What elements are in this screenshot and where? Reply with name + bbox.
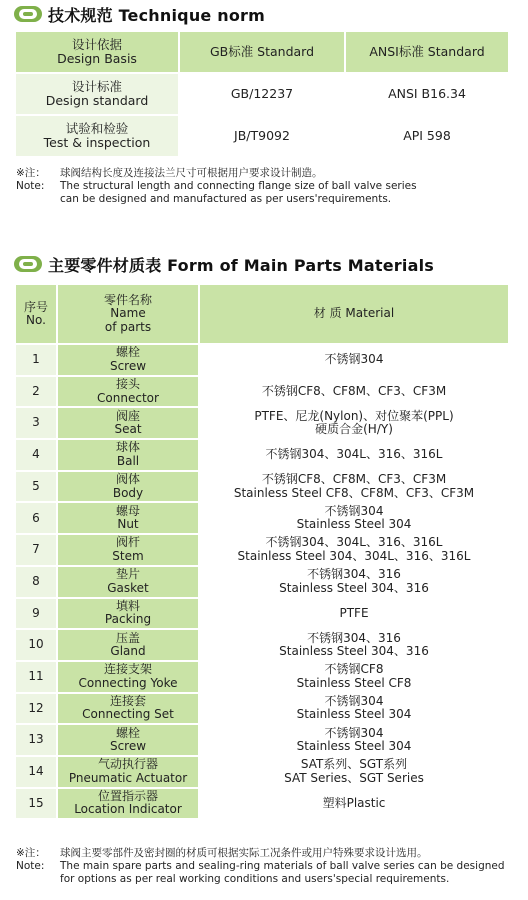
note-text-en-cont: can be designed and manufactured as per users'requirements. [60,193,392,205]
table-header-row [16,32,508,72]
brand-logo-icon [14,256,42,272]
material-line-2: Stainless Steel CF8、CF8M、CF3、CF3M [233,485,475,500]
material-header: 材 质 Material [200,285,508,343]
technique-norm-table [14,30,510,158]
design-basis-cell [16,32,178,72]
material-cell [200,757,508,787]
row-number: 4 [16,440,56,470]
material-line-2: Stainless Steel 304、316 [279,644,429,659]
row-number: 14 [16,757,56,787]
material-cell [200,725,508,755]
part-name-cell [58,630,198,660]
material-line-2: Stainless Steel 304、304L、316、316L [237,548,471,563]
table-row [16,472,508,502]
technique-norm-title: 技术规范 Technique norm [48,5,265,25]
materials-title: 主要零件材质表 Form of Main Parts Materials [48,255,434,275]
material-cell [200,599,508,629]
materials-table [14,283,510,820]
material-line: SAT系列、SGT系列 [300,757,408,772]
label-en: Design Basis [57,51,137,66]
row-number: 3 [16,408,56,438]
material-cell [200,440,508,470]
part-name-cn: 螺栓 [115,345,140,360]
part-name-cn: 阀座 [115,408,140,423]
material-line: 不锈钢304 [324,503,384,518]
label-cn: 设计依据 [71,37,122,52]
part-name-cell [58,345,198,375]
table-row [16,694,508,724]
ansi-value-cell: ANSI B16.34 [346,74,508,114]
no-header-en: No. [26,313,46,327]
part-name-cell [58,757,198,787]
material-line: PTFE [339,605,369,620]
part-name-en: Ball [116,453,140,468]
material-cell [200,345,508,375]
row-label-cell [16,74,178,114]
brand-logo-icon [14,6,42,22]
note-text-en: The main spare parts and sealing-ring materials of ball valve series can be designed [60,860,505,872]
part-name-cn: 螺栓 [115,725,140,740]
row-number: 6 [16,503,56,533]
note-label-en: Note: [16,180,45,192]
material-line-2: 硬质合金(H/Y) [315,422,393,437]
technique-norm-heading [14,3,265,25]
part-name-cn: 填料 [115,598,140,613]
row-number: 7 [16,535,56,565]
part-name-cn: 阀杆 [115,535,140,550]
name-header-cn: 零件名称 [103,292,152,307]
material-line: 不锈钢304、316 [307,567,401,582]
note-label-en: Note: [16,860,45,872]
material-line: PTFE、尼龙(Nylon)、对位聚苯(PPL) [254,408,454,423]
part-name-en: Connector [97,390,159,405]
note-text-en-cont: for options as per real working conditions and users'special requirements. [60,873,450,885]
material-line: 不锈钢304 [324,352,384,367]
part-name-en: Body [112,485,144,500]
part-name-en: Nut [117,517,139,532]
material-line: 不锈钢304、316 [307,630,401,645]
row-number: 5 [16,472,56,502]
technique-note [16,167,417,206]
part-name-en: Stem [112,548,144,563]
ansi-standard-header: ANSI标准 Standard [346,32,508,72]
note-text-cn: 球阀结构长度及连接法兰尺寸可根据用户要求设计制造。 [60,167,323,179]
part-name-en: Packing [104,612,152,627]
part-name-cell [58,440,198,470]
material-cell [200,662,508,692]
table-row [16,116,508,156]
part-name-cn: 接头 [115,377,140,392]
table-row [16,440,508,470]
table-row [16,662,508,692]
name-header-en: Name [110,306,146,321]
row-number: 12 [16,694,56,724]
part-name-en: Gasket [107,580,149,595]
part-name-cell [58,408,198,438]
part-name-en: Location Indicator [74,802,182,817]
part-name-cn: 球体 [115,440,140,455]
material-line-2: Stainless Steel CF8 [296,675,412,690]
table-header-row [16,285,508,343]
note-label-cn: ※注： [16,167,46,179]
part-name-en: Screw [109,739,147,754]
part-name-en: Screw [109,358,147,373]
material-cell [200,377,508,407]
materials-note [16,847,505,886]
gb-value-cell: GB/12237 [180,74,344,114]
part-name-en: Gland [110,644,146,659]
table-row [16,408,508,438]
material-cell [200,630,508,660]
label-cn: 设计标准 [71,79,122,94]
part-name-cn: 连接支架 [103,662,152,677]
row-label-cell [16,116,178,156]
note-text-en: The structural length and connecting flange size of ball valve series [60,180,417,192]
table-row [16,377,508,407]
part-name-en: Seat [114,422,142,437]
material-cell [200,408,508,438]
material-line-2: SAT Series、SGT Series [284,770,424,785]
label-en: Test & inspection [43,135,151,150]
material-line: 不锈钢CF8、CF8M、CF3、CF3M [261,383,447,398]
part-name-cell [58,503,198,533]
table-row [16,345,508,375]
row-number: 9 [16,599,56,629]
table-row [16,503,508,533]
material-line-2: Stainless Steel 304 [296,739,412,754]
material-cell [200,567,508,597]
part-name-cell [58,535,198,565]
material-line: 不锈钢304 [324,693,384,708]
row-number: 13 [16,725,56,755]
table-row [16,535,508,565]
part-name-cn: 螺母 [115,503,140,518]
material-line-2: Stainless Steel 304、316 [279,580,429,595]
row-number: 2 [16,377,56,407]
material-line-2: Stainless Steel 304 [296,707,412,722]
material-line: 不锈钢304 [324,725,384,740]
part-name-cn: 垫片 [115,567,140,582]
material-line: 不锈钢304、304L、316、316L [265,535,443,550]
materials-heading [14,253,434,275]
label-cn: 试验和检验 [65,121,129,136]
name-header-en-2: of parts [104,319,152,334]
material-line: 塑料Plastic [322,795,386,810]
table-row [16,599,508,629]
part-name-cn: 位置指示器 [97,788,158,803]
part-name-header [58,285,198,343]
part-name-cell [58,567,198,597]
ansi-value-cell: API 598 [346,116,508,156]
part-name-cn: 气动执行器 [97,757,158,772]
material-cell [200,503,508,533]
row-number: 1 [16,345,56,375]
part-name-en: Connecting Set [82,707,174,722]
row-number: 10 [16,630,56,660]
material-cell [200,472,508,502]
row-number: 8 [16,567,56,597]
table-row [16,630,508,660]
part-name-cell [58,789,198,819]
material-line-2: Stainless Steel 304 [296,517,412,532]
part-name-cell [58,662,198,692]
table-row [16,757,508,787]
gb-value-cell: JB/T9092 [180,116,344,156]
note-label-cn: ※注： [16,847,46,859]
material-cell [200,789,508,819]
no-header-cn: 序号 [23,299,48,314]
part-name-cn: 阀体 [115,472,140,487]
part-name-en: Pneumatic Actuator [68,770,188,785]
part-name-en: Connecting Yoke [78,675,178,690]
part-name-cell [58,599,198,629]
label-en: Design standard [45,93,149,108]
material-cell [200,694,508,724]
table-row [16,789,508,819]
note-text-cn: 球阀主要零部件及密封圈的材质可根据实际工况条件或用户特殊要求设计选用。 [60,847,428,859]
part-name-cell [58,472,198,502]
part-name-cell [58,725,198,755]
table-row [16,567,508,597]
part-name-cn: 连接套 [109,693,146,708]
material-cell [200,535,508,565]
part-name-cell [58,694,198,724]
row-number: 15 [16,789,56,819]
material-line: 不锈钢304、304L、316、316L [265,447,443,462]
no-header [16,285,56,343]
material-line: 不锈钢CF8 [324,662,384,677]
gb-standard-header: GB标准 Standard [180,32,344,72]
table-row [16,725,508,755]
part-name-cell [58,377,198,407]
part-name-cn: 压盖 [115,630,140,645]
row-number: 11 [16,662,56,692]
material-line: 不锈钢CF8、CF8M、CF3、CF3M [261,472,447,487]
table-row [16,74,508,114]
